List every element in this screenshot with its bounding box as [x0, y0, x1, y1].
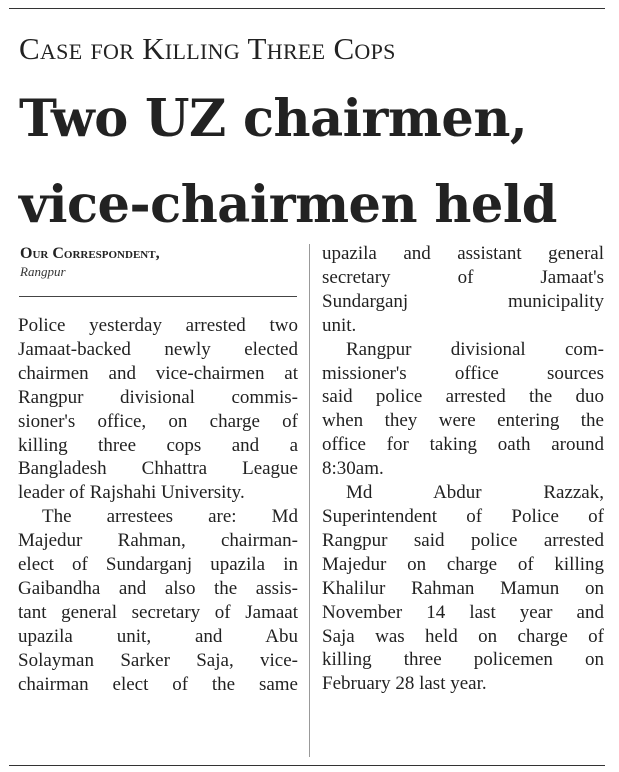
top-rule [9, 8, 605, 9]
text-line: elect of Sundarganj upazila in [18, 554, 298, 576]
text-line: Solayman Sarker Saja, vice- [18, 649, 298, 671]
text-line: Police yesterday arrested two [18, 315, 298, 336]
text-line: Majedur Rahman, chairman- [18, 530, 298, 552]
headline-line: Two UZ chairmen, [19, 89, 528, 149]
text-line: Md Abdur Razzak, [346, 482, 604, 504]
headline-line: vice-chairmen held [19, 175, 557, 235]
text-line: chairmen and vice-chairmen at [18, 362, 298, 384]
text-line: Bangladesh Chhattra League [18, 458, 298, 480]
column-divider [309, 244, 310, 757]
text-line: unit. [322, 314, 357, 336]
text-line: The arrestees are: Md [42, 506, 298, 528]
text-line: tant general secretary of Jamaat [18, 601, 298, 623]
kicker: Case for Killing Three Cops [19, 31, 396, 66]
headline [19, 76, 614, 248]
text-line: killing three cops and a [18, 434, 298, 456]
left-column [18, 314, 298, 697]
text-line: Saja was held on charge of [322, 625, 604, 647]
byline-location: Rangpur [20, 264, 66, 279]
text-line: 8:30am. [322, 458, 384, 480]
text-line: missioner's office sources [322, 362, 604, 384]
text-line: November 14 last year and [322, 601, 604, 623]
text-line: sioner's office, on charge of [18, 410, 298, 432]
text-line: Jamaat-backed newly elected [18, 338, 298, 360]
text-line: office for taking oath around [322, 434, 604, 456]
text-line: Sundarganj municipality [322, 290, 604, 312]
right-column [322, 242, 604, 696]
text-line: leader of Rajshahi University. [18, 482, 245, 504]
text-line: February 28 last year. [322, 673, 487, 695]
text-line: Khalilur Rahman Mamun on [322, 577, 604, 599]
byline-author: Our Correspondent, [20, 245, 160, 262]
text-line: said police arrested the duo [322, 386, 604, 408]
text-line: killing three policemen on [322, 649, 604, 671]
text-line: Rangpur divisional commis- [18, 386, 298, 408]
text-line: Rangpur said police arrested [322, 529, 604, 551]
byline-rule [19, 296, 297, 297]
text-line: upazila and assistant general [322, 243, 604, 264]
text-line: when they were entering the [322, 410, 604, 432]
bottom-rule [9, 765, 605, 766]
text-line: Gaibandha and also the assis- [18, 577, 298, 599]
text-line: upazila unit, and Abu [18, 625, 298, 647]
byline [20, 245, 160, 281]
text-line: Superintendent of Police of [322, 505, 604, 527]
text-line: Majedur on charge of killing [322, 553, 604, 575]
text-line: secretary of Jamaat's [322, 266, 604, 288]
text-line: chairman elect of the same [18, 673, 298, 695]
text-line: Rangpur divisional com- [346, 338, 604, 360]
